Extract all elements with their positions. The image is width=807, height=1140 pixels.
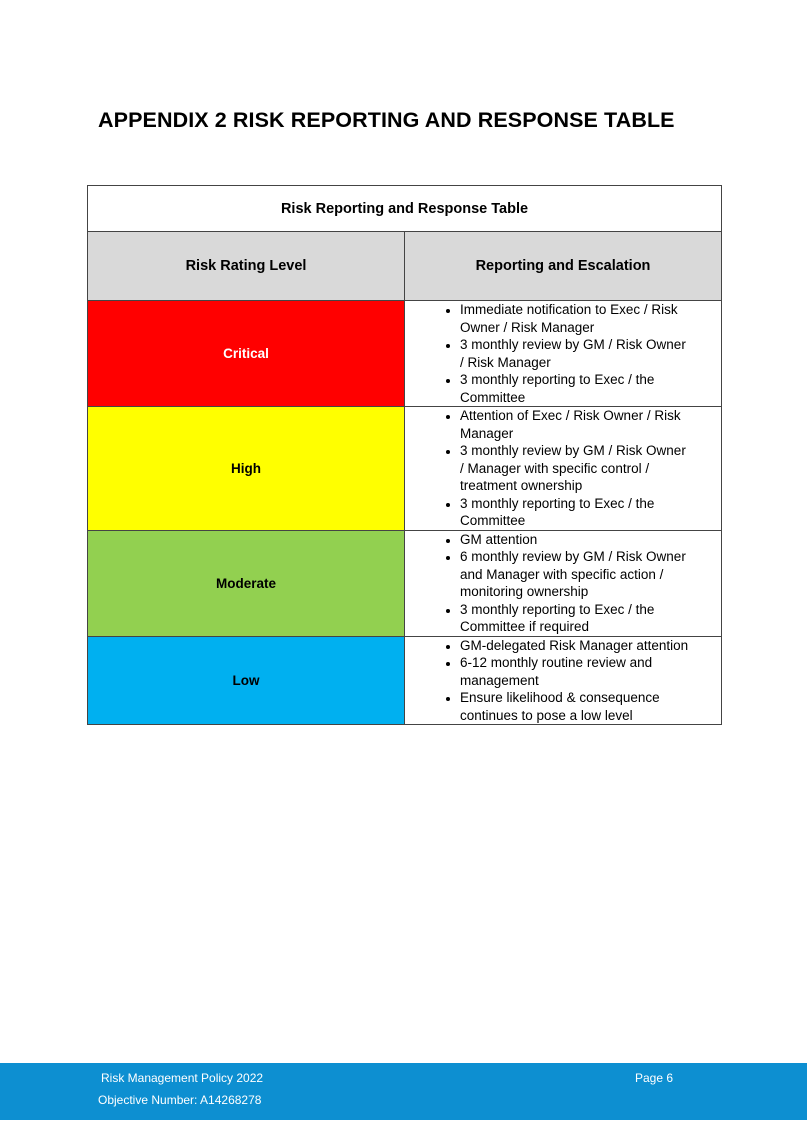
list-item: • 6 monthly review by GM / Risk Owner and Manager with specific action / monitoring ownership bbox=[460, 548, 691, 601]
page-title: APPENDIX 2 RISK REPORTING AND RESPONSE TABLE bbox=[98, 108, 675, 132]
escalation-list bbox=[405, 531, 721, 636]
footer-objective-number: Objective Number: A14268278 bbox=[98, 1093, 262, 1107]
risk-response-table bbox=[87, 185, 722, 725]
list-item: • 3 monthly review by GM / Risk Owner / Manager with specific control / treatment ownership bbox=[460, 442, 691, 495]
table-caption: Risk Reporting and Response Table bbox=[88, 186, 722, 232]
items-cell bbox=[405, 530, 722, 636]
footer-page-number: Page 6 bbox=[635, 1071, 674, 1085]
list-item: • 3 monthly reporting to Exec / the Committee bbox=[460, 495, 691, 530]
list-item: • 3 monthly review by GM / Risk Owner / Risk Manager bbox=[460, 336, 691, 371]
page-footer bbox=[0, 1063, 807, 1120]
list-item: • GM-delegated Risk Manager attention bbox=[460, 637, 691, 655]
escalation-list bbox=[405, 637, 721, 725]
footer-policy-name: Risk Management Policy 2022 bbox=[101, 1071, 264, 1085]
header-risk-rating-level: Risk Rating Level bbox=[88, 232, 405, 301]
list-item: • 3 monthly reporting to Exec / the Committee bbox=[460, 371, 691, 406]
escalation-list bbox=[405, 407, 721, 530]
level-critical: Critical bbox=[88, 301, 405, 407]
level-high: High bbox=[88, 407, 405, 531]
list-item: • Ensure likelihood & consequence continues to pose a low level bbox=[460, 689, 691, 724]
table-row bbox=[88, 407, 722, 531]
table-row bbox=[88, 301, 722, 407]
table-row bbox=[88, 636, 722, 725]
list-item: • Immediate notification to Exec / Risk Owner / Risk Manager bbox=[460, 301, 691, 336]
escalation-list bbox=[405, 301, 721, 406]
table-row bbox=[88, 530, 722, 636]
items-cell bbox=[405, 301, 722, 407]
level-moderate: Moderate bbox=[88, 530, 405, 636]
items-cell bbox=[405, 407, 722, 531]
list-item: • Attention of Exec / Risk Owner / Risk Manager bbox=[460, 407, 691, 442]
list-item: • 6-12 monthly routine review and management bbox=[460, 654, 691, 689]
level-low: Low bbox=[88, 636, 405, 725]
list-item: • 3 monthly reporting to Exec / the Committee if required bbox=[460, 601, 691, 636]
list-item: • GM attention bbox=[460, 531, 691, 549]
header-reporting-escalation: Reporting and Escalation bbox=[405, 232, 722, 301]
items-cell bbox=[405, 636, 722, 725]
